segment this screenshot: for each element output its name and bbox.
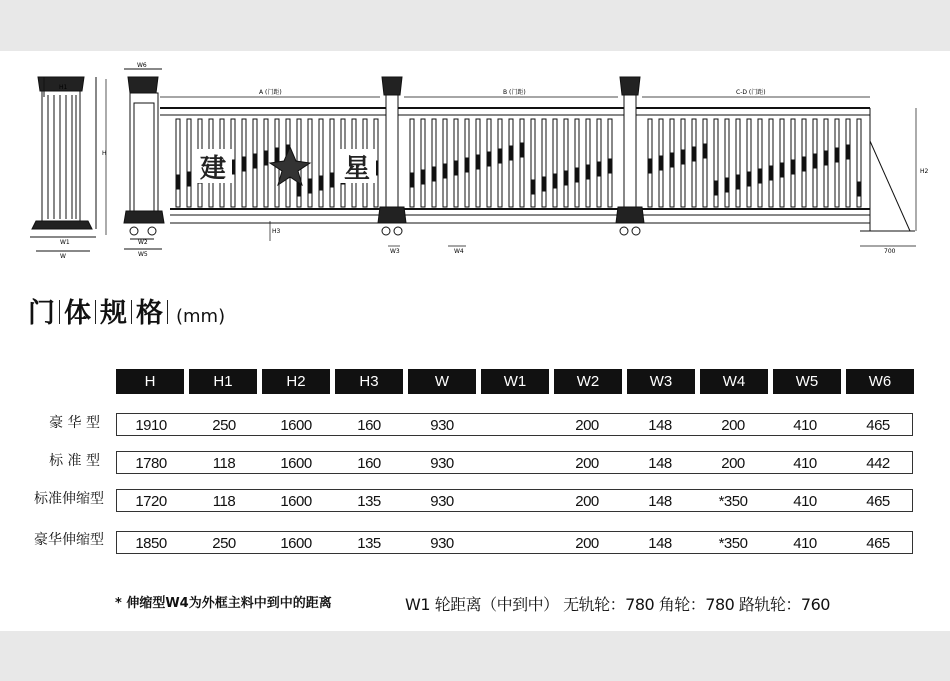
gate-bar xyxy=(421,119,425,207)
title-divider xyxy=(167,300,168,324)
table-cell: 1600 xyxy=(280,455,312,472)
gate-bar-joint xyxy=(747,172,751,186)
gate-bar-joint xyxy=(857,182,861,196)
table-cell: 200 xyxy=(721,455,745,472)
gate-bar-joint xyxy=(758,169,762,183)
table-cell: 118 xyxy=(212,455,236,472)
gate-bar xyxy=(769,119,773,207)
gate-bar xyxy=(187,119,191,207)
gate-bar-joint xyxy=(780,163,784,177)
table-cell: 1780 xyxy=(135,455,167,472)
table-cell: 118 xyxy=(212,493,236,510)
table-cell: 930 xyxy=(430,493,454,510)
dim-w-label: W xyxy=(60,253,66,260)
table-row xyxy=(116,451,913,474)
table-cell: 160 xyxy=(357,417,381,434)
table-cell: 410 xyxy=(793,455,817,472)
table-header xyxy=(116,369,914,394)
gate-bar xyxy=(725,119,729,207)
gate-bar-joint xyxy=(835,148,839,162)
gate-bar-joint xyxy=(275,148,279,162)
emblem-char-1: 建 xyxy=(200,154,227,184)
table-cell: 148 xyxy=(648,455,672,472)
table-cell: 410 xyxy=(793,493,817,510)
table-cell: 465 xyxy=(866,535,890,552)
gate-bar-joint xyxy=(264,151,268,165)
gate-bar xyxy=(553,119,557,207)
gate-bar-joint xyxy=(670,153,674,167)
gate-bar-joint xyxy=(597,162,601,176)
gate-bar-joint xyxy=(432,167,436,181)
gate-bar-joint xyxy=(736,175,740,189)
table-row xyxy=(116,531,913,554)
table-cell: 250 xyxy=(212,535,236,552)
gate-bar-joint xyxy=(187,172,191,186)
table-cell: 930 xyxy=(430,535,454,552)
col-header: W2 xyxy=(554,369,622,394)
table-row xyxy=(116,489,913,512)
dim-w1-label: W1 xyxy=(60,239,70,246)
gate-bar-joint xyxy=(443,164,447,178)
table-cell: 1910 xyxy=(135,417,167,434)
gate-bar-joint xyxy=(476,155,480,169)
gate-bar xyxy=(330,119,334,207)
gate-bar-joint xyxy=(692,147,696,161)
gate-bar-joint xyxy=(465,158,469,172)
gate-bar xyxy=(575,119,579,207)
table-cell: 1600 xyxy=(280,417,312,434)
gate-bar-joint xyxy=(487,152,491,166)
emblem-char-2: 星 xyxy=(344,154,371,184)
page-title xyxy=(28,291,225,331)
row-label: 豪 华 型 xyxy=(49,415,100,431)
dim-cd-label: C-D (门距) xyxy=(736,89,766,96)
gate-bar-joint xyxy=(648,159,652,173)
gate-bar xyxy=(747,119,751,207)
gate-bar-joint xyxy=(531,180,535,194)
footnote: * 伸缩型W4为外框主料中到中的距离 xyxy=(115,596,332,611)
title-divider xyxy=(131,300,132,324)
gate-bar xyxy=(703,119,707,207)
table-cell: 200 xyxy=(721,417,745,434)
gate-bar-joint xyxy=(659,156,663,170)
gate-bar-joint xyxy=(520,143,524,157)
gate-bar xyxy=(758,119,762,207)
table-cell: 442 xyxy=(866,455,890,472)
gate-bar xyxy=(846,119,850,207)
table-cell: 410 xyxy=(793,417,817,434)
col-header: W4 xyxy=(700,369,768,394)
table-cell: *350 xyxy=(718,493,748,510)
gate-bar xyxy=(835,119,839,207)
col-header: W5 xyxy=(773,369,841,394)
table-cell: 465 xyxy=(866,417,890,434)
col-header: H xyxy=(116,369,184,394)
col-header: H2 xyxy=(262,369,330,394)
title-unit: (mm) xyxy=(176,306,226,327)
table-cell: 465 xyxy=(866,493,890,510)
table-cell: 930 xyxy=(430,455,454,472)
row-label: 标 准 型 xyxy=(49,453,100,469)
dim-a-label: A (门距) xyxy=(259,89,282,96)
table-cell: 135 xyxy=(357,493,381,510)
table-cell: 148 xyxy=(648,493,672,510)
gate-bar-joint xyxy=(509,146,513,160)
gate-bar-joint xyxy=(791,160,795,174)
gate-bar-joint xyxy=(498,149,502,163)
col-header: W1 xyxy=(481,369,549,394)
title-char-4: 格 xyxy=(136,298,163,329)
title-char-1: 门 xyxy=(28,298,55,329)
dim-w6-label: W6 xyxy=(137,62,147,69)
table-cell: 200 xyxy=(575,535,599,552)
dim-h3-label: H3 xyxy=(272,228,281,235)
table-row xyxy=(116,413,913,436)
gate-bar xyxy=(509,119,513,207)
gate-bar xyxy=(410,119,414,207)
side-view xyxy=(30,77,96,251)
col-header: W xyxy=(408,369,476,394)
dim-700-label: 700 xyxy=(884,248,896,255)
gate-bar xyxy=(692,119,696,207)
row-label: 豪华伸缩型 xyxy=(34,532,104,548)
gate-bar-joint xyxy=(319,176,323,190)
gate-bar xyxy=(542,119,546,207)
gate-bar-joint xyxy=(725,178,729,192)
dim-w3-label: W3 xyxy=(390,248,400,255)
table-cell: 930 xyxy=(430,417,454,434)
gate-bar xyxy=(432,119,436,207)
table-cell: 1850 xyxy=(135,535,167,552)
gate-bar-joint xyxy=(553,174,557,188)
gate-bar xyxy=(520,119,524,207)
gate-bar-joint xyxy=(575,168,579,182)
title-char-2: 体 xyxy=(64,298,91,329)
table-cell: 148 xyxy=(648,535,672,552)
drive-head xyxy=(124,69,164,249)
gate-bar-joint xyxy=(824,151,828,165)
table-cell: 148 xyxy=(648,417,672,434)
table-cell: 200 xyxy=(575,455,599,472)
table-cell: 160 xyxy=(357,455,381,472)
gate-bar-joint xyxy=(769,166,773,180)
col-header: H1 xyxy=(189,369,257,394)
gate-bar-joint xyxy=(564,171,568,185)
gate-bar-joint xyxy=(410,173,414,187)
gate-bar-joint xyxy=(308,179,312,193)
col-header: W6 xyxy=(846,369,914,394)
gate-bar xyxy=(319,119,323,207)
gate-diagram xyxy=(0,51,950,271)
gate-bar-joint xyxy=(176,175,180,189)
col-header: H3 xyxy=(335,369,403,394)
wheel-distance-note: W1 轮距离（中到中） 无轨轮：780 角轮：780 路轨轮：760 xyxy=(405,595,830,614)
table-cell: 200 xyxy=(575,493,599,510)
dim-w4-label: W4 xyxy=(454,248,464,255)
col-header: W3 xyxy=(627,369,695,394)
gate-bar-joint xyxy=(253,154,257,168)
title-char-3: 规 xyxy=(100,298,127,329)
gate-bar xyxy=(443,119,447,207)
spec-sheet xyxy=(0,51,950,631)
table-cell: 135 xyxy=(357,535,381,552)
gate-bar-joint xyxy=(703,144,707,158)
post-2 xyxy=(616,77,644,235)
table-cell: 200 xyxy=(575,417,599,434)
gate-bar-joint xyxy=(802,157,806,171)
gate-bar-joint xyxy=(608,159,612,173)
table-cell: 1720 xyxy=(135,493,167,510)
gate-bar xyxy=(176,119,180,207)
gate-bar-joint xyxy=(330,173,334,187)
table-cell: 250 xyxy=(212,417,236,434)
gate-bar xyxy=(564,119,568,207)
dim-h2-label: H2 xyxy=(920,168,929,175)
table-cell: 410 xyxy=(793,535,817,552)
title-divider xyxy=(95,300,96,324)
dim-h-label: H xyxy=(102,150,107,157)
gate-bar xyxy=(736,119,740,207)
gate-bar xyxy=(586,119,590,207)
gate-bar-joint xyxy=(421,170,425,184)
post-1 xyxy=(378,77,406,235)
table-cell: 1600 xyxy=(280,535,312,552)
dim-w2-label: W2 xyxy=(138,239,148,246)
gate-bar-joint xyxy=(714,181,718,195)
dim-w5-label: W5 xyxy=(138,251,148,258)
gate-bar-joint xyxy=(454,161,458,175)
gate-bar-joint xyxy=(813,154,817,168)
table-cell: 1600 xyxy=(280,493,312,510)
gate-bar-joint xyxy=(542,177,546,191)
table-cell: *350 xyxy=(718,535,748,552)
dim-b-label: B (门距) xyxy=(503,89,526,96)
gate-bar-joint xyxy=(846,145,850,159)
title-divider xyxy=(59,300,60,324)
gate-bar-joint xyxy=(586,165,590,179)
gate-bar-joint xyxy=(242,157,246,171)
row-label: 标准伸缩型 xyxy=(34,491,104,507)
gate-bar-joint xyxy=(681,150,685,164)
dim-h1-label: H1 xyxy=(59,84,68,91)
